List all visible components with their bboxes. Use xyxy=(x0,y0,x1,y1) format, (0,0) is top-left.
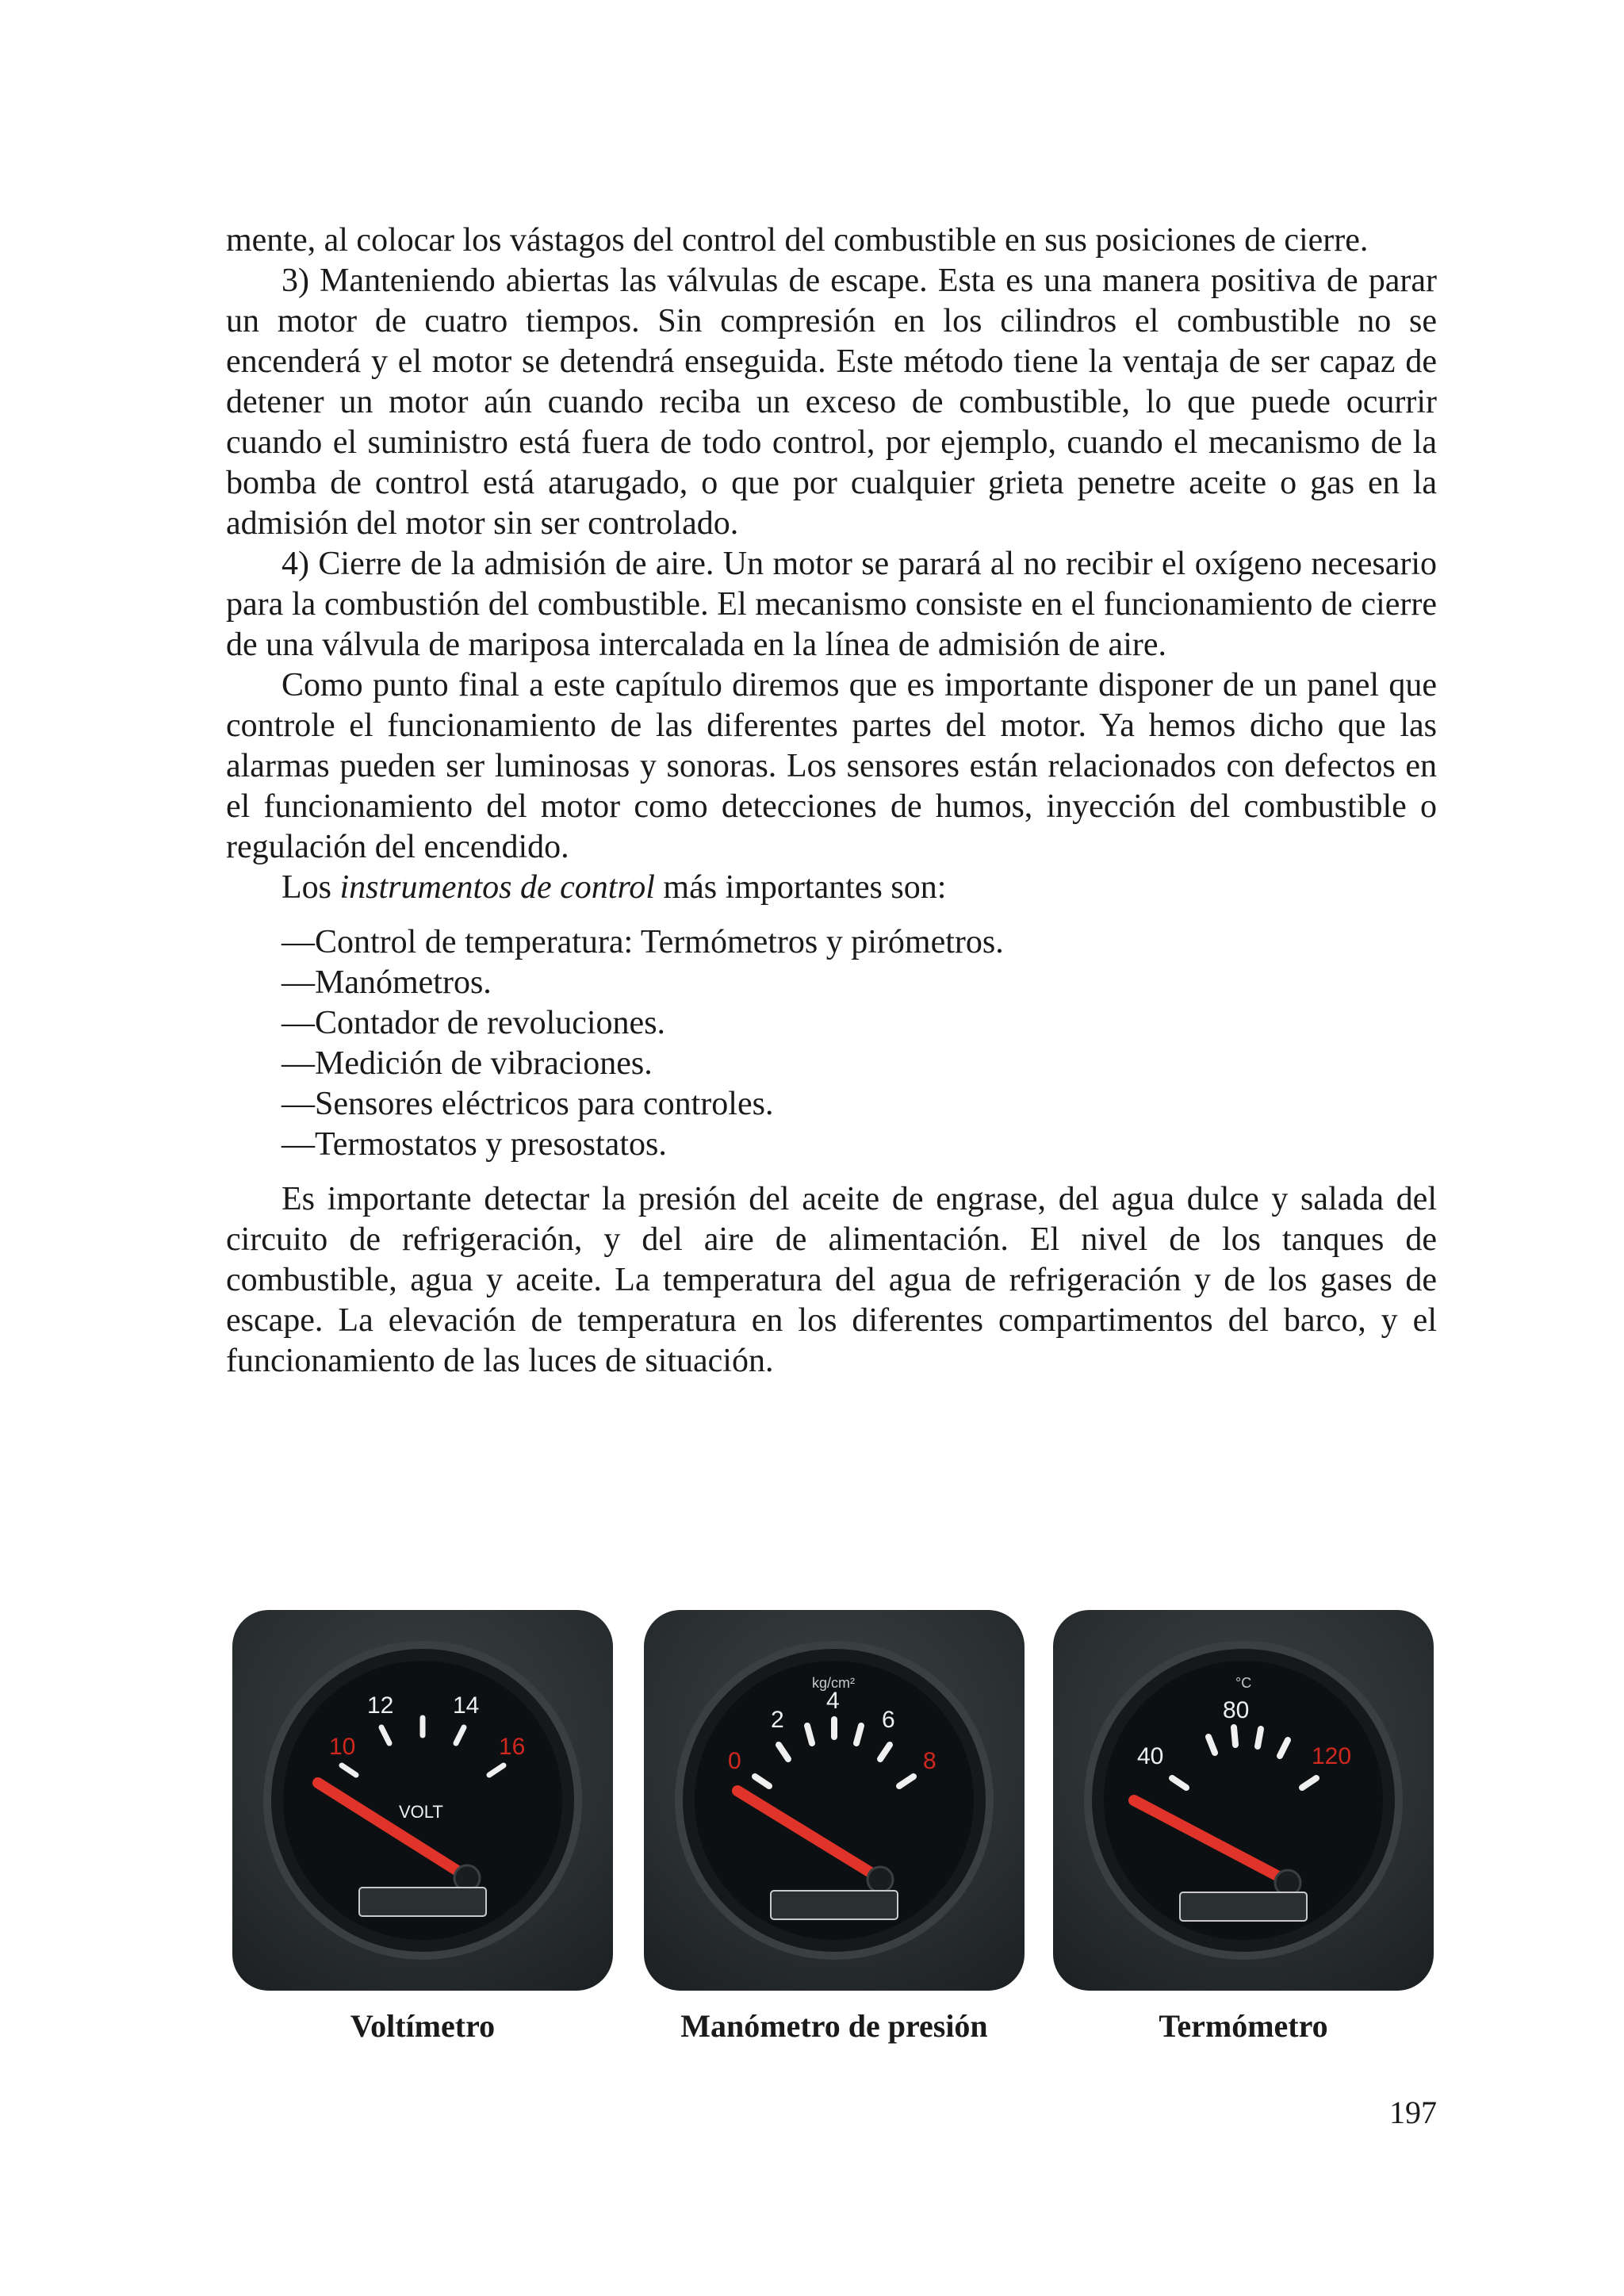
pressure-gauge-photo xyxy=(644,1610,1025,1991)
brand-badge xyxy=(771,1891,898,1919)
dial-label: 80 xyxy=(1223,1697,1250,1723)
dial-label: 16 xyxy=(499,1734,526,1760)
unit-label: VOLT xyxy=(399,1802,443,1822)
thermometer-gauge-photo xyxy=(1053,1610,1434,1991)
dial-label: 8 xyxy=(923,1748,936,1774)
instrument-list xyxy=(282,922,1437,1165)
figure-caption: Termómetro xyxy=(1159,2008,1328,2044)
paragraph-air-intake: 4) Cierre de la admisión de aire. Un motor se parará al no recibir el oxígeno necesario para la combustión del combustible. El mecanismo consiste en el funcionamiento de cierre de una válvula de mariposa intercalada en la línea de admisión de aire. xyxy=(226,546,1437,663)
list-item: —Termostatos y presostatos. xyxy=(282,1126,667,1163)
page-number: 197 xyxy=(1389,2095,1437,2130)
dial-label: 40 xyxy=(1137,1743,1164,1769)
dial-label: 120 xyxy=(1312,1743,1352,1769)
dial-label: 0 xyxy=(728,1748,741,1774)
paragraph-exhaust-valves: 3) Manteniendo abiertas las válvulas de escape. Esta es una manera positiva de parar un motor de cuatro tiempos. Sin compresión en los cilindros el combustible no se encenderá y el motor se detendrá enseguida. Este método tiene la ventaja de ser capaz de detener un motor aún cuando reciba un exceso de combustible, lo que puede ocurrir cuando el suministro está fuera de todo control, por ejemplo, cuando el mecanismo de la bomba de control está atarugado, o que por cualquier grieta penetre aceite o gas en la admisión del motor sin ser controlado. xyxy=(226,263,1437,542)
pressure-gauge-icon xyxy=(644,1610,1025,1991)
figure-caption: Voltímetro xyxy=(350,2008,496,2044)
brand-badge xyxy=(1180,1892,1307,1921)
dial-label: 12 xyxy=(367,1692,394,1719)
unit-label: °C xyxy=(1235,1675,1252,1691)
list-item: —Manómetros. xyxy=(282,964,492,1001)
dial-label: 2 xyxy=(771,1707,784,1733)
paragraph-detection: Es importante detectar la presión del aceite de engrase, del agua dulce y salada del circuito de refrigeración, y del aire de alimentación. El nivel de los tanques de combustible, agua y aceite. La temperatura del agua de refrigeración y de los gases de escape. La elevación de temperatura en los diferentes compartimentos del barco, y el funcionamiento de las luces de situación. xyxy=(226,1181,1437,1379)
list-item: —Sensores eléctricos para controles. xyxy=(282,1086,774,1122)
brand-badge xyxy=(359,1888,486,1916)
paragraph-control-panel: Como punto final a este capítulo diremos que es importante disponer de un panel que controle el funcionamiento de las diferentes partes del motor. Ya hemos dicho que las alarmas pueden ser luminosas y sonoras. Los sensores están relacionados con defectos en el funcionamiento del motor como detecciones de humos, inyección del combustible o regulación del encendido. xyxy=(226,667,1437,865)
dial-label: 14 xyxy=(453,1692,480,1719)
body-text xyxy=(226,220,1437,1382)
unit-label: kg/cm² xyxy=(812,1675,855,1691)
list-item: —Control de temperatura: Termómetros y pirómetros. xyxy=(282,924,1004,960)
dial-label: 4 xyxy=(826,1688,840,1714)
dial-label: 10 xyxy=(329,1734,356,1760)
intro-emphasis: instrumentos de control xyxy=(339,869,655,906)
figure-caption: Manómetro de presión xyxy=(680,2008,988,2044)
dial-label: 6 xyxy=(882,1707,895,1733)
intro-prefix: Los xyxy=(282,869,331,906)
paragraph-continuation: mente, al colocar los vástagos del control del combustible en sus posiciones de cierre. xyxy=(226,222,1369,259)
intro-suffix: más importantes son: xyxy=(663,869,947,906)
thermometer-gauge-icon xyxy=(1053,1610,1434,1991)
list-item: —Medición de vibraciones. xyxy=(282,1045,653,1082)
voltmeter-gauge-icon xyxy=(232,1610,613,1991)
paragraph-instruments-intro xyxy=(226,868,1437,908)
list-item: —Contador de revoluciones. xyxy=(282,1005,666,1041)
voltmeter-gauge-photo xyxy=(232,1610,613,1991)
